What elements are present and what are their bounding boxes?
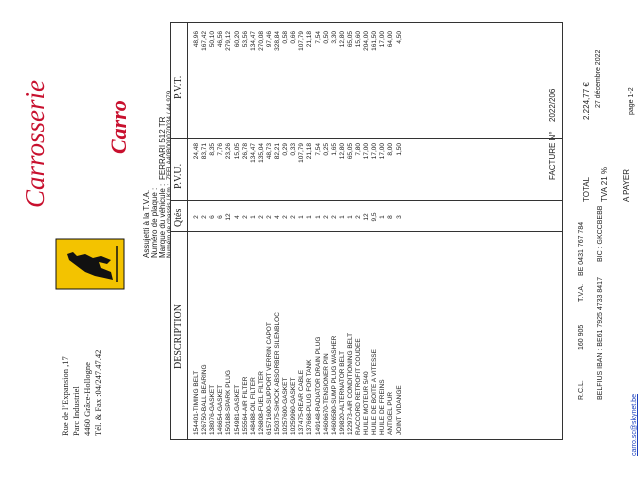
table-row: [315, 23, 323, 439]
row-description: HUILE DE FREINS: [379, 379, 387, 435]
row-description: 10257600-GASKET: [282, 377, 290, 435]
row-pvu: 0,33: [290, 143, 298, 156]
total-label: TOTAL: [582, 176, 591, 202]
row-pvu: 7,80: [355, 143, 362, 156]
address-line: 4460 Grâce-Hollogne: [82, 362, 92, 436]
row-pvt: 204,00: [363, 31, 371, 51]
row-qty: 2: [330, 215, 338, 219]
rcl-value: 160 905: [578, 324, 585, 350]
row-qty: 2: [355, 215, 362, 219]
row-qty: 4: [233, 215, 241, 219]
plate-label: Numéro de plaque :: [150, 187, 159, 258]
invoice-number-label: FACTURE N°: [548, 131, 557, 180]
row-pvt: 270,08: [257, 31, 265, 51]
row-description: 154981-GASKET: [233, 384, 241, 435]
footer-tva-value: BE 0431 767 784: [578, 221, 585, 276]
row-pvu: 0,25: [322, 143, 330, 156]
row-pvt: 60,20: [233, 31, 241, 48]
bank-details: BELFIUS IBAN : BE61 7925 4733 8417: [597, 277, 604, 400]
row-pvt: 97,46: [265, 31, 273, 48]
row-description: 149148-RADIATOR DRAIN PLUG: [314, 336, 322, 435]
row-description: 126808-FUEL FILTER: [257, 371, 265, 435]
tva-label: TVA 21 %: [600, 167, 609, 202]
row-pvt: 3,30: [330, 31, 338, 44]
row-qty: 2: [282, 215, 290, 219]
page-number: page 1-2: [628, 87, 635, 115]
bic-code: BIC : GKCCBEBB: [597, 205, 604, 262]
row-description: 137668-PLUG FOR TANK: [306, 359, 314, 435]
table-row: [258, 23, 266, 439]
row-pvu: 135,04: [257, 143, 265, 163]
row-qty: 2: [241, 215, 249, 219]
row-qty: 1: [298, 215, 306, 219]
row-qty: 12: [225, 213, 233, 221]
row-description: 137475-REAR CABLE: [298, 369, 306, 435]
row-description: 126750-BALL BEARING: [201, 364, 209, 435]
row-pvu: 0,29: [282, 143, 290, 156]
row-pvt: 48,96: [193, 31, 200, 48]
address-line: Tél. & Fax :04/247.47.42: [93, 349, 103, 436]
row-description: 150375-SHOCK ABSORBER SILENBLOC: [274, 312, 281, 435]
footer-tva-label: T.V.A.: [578, 283, 585, 302]
row-description: 61571600-SUPPORT VERRIN CAPOT: [265, 322, 273, 435]
header-description: DESCRIPTION: [173, 303, 184, 369]
row-pvu: 15,05: [233, 143, 241, 160]
table-row: [225, 23, 233, 439]
row-description: 138076-GASKET: [209, 384, 217, 435]
row-pvt: 53,56: [241, 31, 249, 48]
brand-word: Carrosserie: [20, 79, 50, 208]
row-qty: 1: [346, 215, 354, 219]
row-pvt: 64,00: [387, 31, 395, 48]
row-description: 199820-ALTERNATOR BELT: [338, 350, 346, 435]
row-pvt: 50,10: [209, 31, 217, 48]
chassis-value: ZFFLA40B000070034 / 44.979: [166, 90, 173, 180]
table-row: [339, 23, 347, 439]
row-description: 122973-AIR CONDITIONING BELT: [346, 332, 354, 435]
row-pvt: 17,00: [379, 31, 387, 48]
row-qty: 2: [193, 215, 200, 219]
row-pvu: 134,47: [249, 143, 257, 163]
row-qty: 6: [217, 215, 225, 219]
header-divider: [187, 23, 188, 439]
row-qty: 1: [314, 215, 322, 219]
table-row: [298, 23, 306, 439]
table-row: [363, 23, 371, 439]
invoice-date: 27 décembre 2022: [595, 49, 602, 108]
row-pvt: 4,50: [395, 31, 403, 44]
row-pvu: 24,48: [193, 143, 200, 160]
row-pvu: 23,26: [225, 143, 233, 160]
brand-name: Carro: [106, 100, 131, 154]
row-description: HUILE MOTEUR 5/40: [363, 371, 371, 435]
row-pvu: 17,00: [379, 143, 387, 160]
table-row: [201, 23, 209, 439]
table-row: [355, 23, 363, 439]
brand-value: FERRARI 512 TR: [158, 116, 167, 180]
table-row: [323, 23, 331, 439]
row-pvt: 21,18: [306, 31, 314, 48]
row-pvt: 161,50: [371, 31, 379, 51]
row-pvu: 17,00: [363, 143, 371, 160]
table-row: [306, 23, 314, 439]
prancing-horse-icon: [55, 238, 125, 290]
row-pvu: 1,65: [330, 143, 338, 156]
apayer-label: A PAYER: [622, 168, 631, 202]
address-line: Parc Industriel: [71, 386, 81, 436]
table-row: [209, 23, 217, 439]
table-row: [266, 23, 274, 439]
row-pvu: 107,79: [298, 143, 306, 163]
row-pvt: 46,56: [217, 31, 225, 48]
row-qty: 4: [274, 215, 281, 219]
row-qty: 1: [379, 215, 387, 219]
total-value: 2.224,77 €: [582, 82, 591, 120]
table-row: [282, 23, 290, 439]
row-pvt: 328,84: [274, 31, 281, 51]
header-pvt: P.V.T.: [173, 75, 184, 99]
table-row: [387, 23, 395, 439]
vat-subject-line: Assujetti à la T.V.A.: [142, 189, 151, 258]
row-pvu: 83,71: [201, 143, 209, 160]
row-description: 154401-TIMING BELT: [193, 370, 200, 435]
header-pvu: P.V.U.: [173, 163, 184, 189]
row-pvt: 15,60: [355, 31, 362, 48]
horse-logo: [55, 238, 125, 290]
address-line: Rue de l’Expansion ,17: [60, 356, 70, 436]
row-pvu: 7,54: [314, 143, 322, 156]
table-row: [274, 23, 282, 439]
row-pvt: 167,42: [201, 31, 209, 51]
row-description: 14606580-SUMP PLUG WASHER: [330, 335, 338, 435]
row-description: 150188-SPARK PLUG: [225, 370, 233, 435]
row-pvu: 48,73: [265, 143, 273, 160]
table-row: [347, 23, 355, 439]
row-qty: 6: [209, 215, 217, 219]
row-pvt: 134,47: [249, 31, 257, 51]
row-qty: 2: [290, 215, 298, 219]
row-pvt: 279,12: [225, 31, 233, 51]
row-description: JOINT VIDANGE: [395, 385, 403, 435]
rcl-label: R.C.L.: [578, 380, 585, 400]
row-pvt: 65,05: [346, 31, 354, 48]
row-qty: 2: [257, 215, 265, 219]
row-pvu: 12,80: [338, 143, 346, 160]
table-row: [193, 23, 201, 439]
header-qty: Qtés: [173, 208, 184, 227]
row-description: HUILE DE BOITE A VITESSE: [371, 349, 379, 435]
row-pvt: 107,79: [298, 31, 306, 51]
row-qty: 3: [395, 215, 403, 219]
row-description: 146654-GASKET: [217, 384, 225, 435]
items-table: [170, 22, 563, 440]
row-description: ANTIGEL PUR: [387, 391, 395, 435]
row-pvt: 0,58: [282, 31, 290, 44]
table-row: [242, 23, 250, 439]
row-pvu: 8,35: [209, 143, 217, 156]
table-row: [250, 23, 258, 439]
table-row: [217, 23, 225, 439]
row-qty: 1: [338, 215, 346, 219]
row-pvu: 82,21: [274, 143, 281, 160]
row-pvu: 26,78: [241, 143, 249, 160]
table-row: [234, 23, 242, 439]
row-qty: 1: [306, 215, 314, 219]
invoice-number: 2022/206: [548, 88, 557, 122]
table-row: [396, 23, 404, 439]
row-description: RACCORD RETROFIT COUDEE: [355, 338, 362, 435]
row-qty: 8: [387, 215, 395, 219]
row-qty: 2: [201, 215, 209, 219]
row-description: 10259960-GASKET: [290, 377, 298, 435]
row-pvu: 21,18: [306, 143, 314, 160]
row-qty: 1: [249, 215, 257, 219]
row-qty: 12: [363, 213, 371, 221]
row-qty: 2: [322, 215, 330, 219]
company-address: [60, 350, 104, 436]
table-row: [371, 23, 379, 439]
row-pvu: 17,00: [371, 143, 379, 160]
row-pvu: 65,05: [346, 143, 354, 160]
email-link[interactable]: carro.sc@skynet.be: [631, 394, 638, 456]
row-pvt: 7,54: [314, 31, 322, 44]
row-description: 148488-OIL FILTER: [249, 377, 257, 435]
row-description: 14606670-TENSIONER PIN: [322, 353, 330, 435]
table-row: [290, 23, 298, 439]
row-pvu: 7,76: [217, 143, 225, 156]
row-pvt: 0,50: [322, 31, 330, 44]
row-qty: 2: [265, 215, 273, 219]
table-row: [379, 23, 387, 439]
row-pvt: 0,66: [290, 31, 298, 44]
row-pvt: 12,80: [338, 31, 346, 48]
brand-label: Marque du véhicule :: [158, 183, 167, 258]
chassis-label: Numéro de chassis / Km :: [166, 183, 173, 258]
row-pvu: 8,00: [387, 143, 395, 156]
row-pvu: 1,50: [395, 143, 403, 156]
table-row: [331, 23, 339, 439]
row-qty: 9,5: [371, 212, 379, 222]
row-description: 155564-AIR FILTER: [241, 376, 249, 435]
